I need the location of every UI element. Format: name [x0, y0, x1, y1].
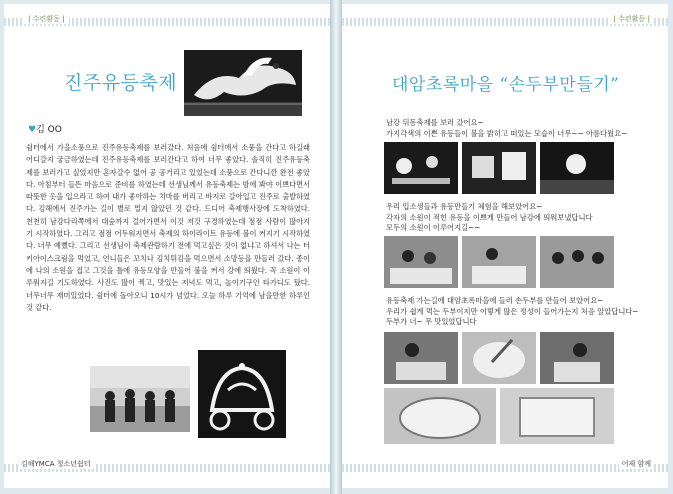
caption-lantern-festival: 남강 뒤동축제를 보러 갔어요~ 가지각색의 이쁜 유등들이 불을 밝히고 떠있는 모습이 너무~~ 아름다웠요~	[386, 118, 628, 138]
page-title: 진주유등축제	[64, 72, 178, 94]
carriage-lantern-photo	[198, 350, 286, 438]
tofu-photo-2	[462, 332, 536, 384]
right-page	[342, 4, 668, 488]
footer-label: 어제 함께	[619, 459, 654, 469]
lantern-photo-1	[384, 142, 458, 194]
caption-tofu-making: 유등축제 가는길에 대암초록마을에 들러 손두부를 만들어 보았어요~ 우리가 쉽게 먹는 두부이지만 이렇게 많은 정성이 들어가는지 처음 알았답니다~ 두부가 너~ 무 맛있었답니다	[386, 296, 639, 326]
section-tab: | 수련활동 |	[24, 14, 69, 24]
section-tab: | 수련활동 |	[609, 14, 654, 24]
lantern-making-photo-1	[384, 236, 458, 288]
lantern-photo-3	[540, 142, 614, 194]
heart-icon: ♥	[28, 125, 37, 135]
tofu-photo-1	[384, 332, 458, 384]
footer-label: 김해YMCA 청소년쉼터	[18, 459, 94, 469]
left-page	[4, 4, 330, 488]
caption-lantern-making: 우리 입소생들과 유등만들기 체험을 해보았어요~ 각자의 소원이 적힌 유등을 이쁘게 만들어 남강에 띄워보냈답니다 모두의 소원이 이루어지길~~	[386, 202, 593, 232]
page-gutter	[330, 0, 342, 494]
tofu-photo-4	[384, 388, 496, 444]
dragon-lantern-photo	[184, 50, 302, 116]
section-tab-label: 수련활동	[618, 15, 646, 23]
tofu-photo-5	[500, 388, 614, 444]
article-body: 쉼터에서 가을소풍으로 진주유등축제를 보러갔다. 처음에 쉼터에서 소풍을 간다고 하길래 어디갈지 궁금하였는데 진주유등축제를 보러간다고 하여 너무 좋았다. 솔직히 진주유등축제를 보러가고 싶었지만 혼자갈수 없어 공 공거리고 있었는데 소풍으로 간다니깐 완전 좋았다. 아침부터 들뜬 마음으로 준비를 하였는데 선생님께서 유등축제는 밤에 봐야 이쁘다면서 따뜻한 옷을 입으라고 하여 내가 좋아하는 치마를 버리고 바지로 갈아입고 진주로 출발하였다. 김해에서 진주가는 길이 별로 멀지 않았던 것 같다. 드디어 축제행사장에 도착하였다. 천천히 남강다리쪽에서 대숲까지 걸어가면서 이것 저것 구경하였는데 점점 사람이 많아지기 시작하였다. 그리고 점점 어두워지면서 축제의 하이라이트 유등에 불이 켜지기 시작하였다. 너무 예뻤다. 그리고 선생님이 축제관람하기 전에 먹고싶은 것이 없냐고 하셔서 나는 터키아이스크림을 먹었고, 언니들은 꼬치나 김치튀김을 먹으면서 소망등을 만들러 갔다. 종이에 나의 소원을 접고 그것을 틀에 유등모양을 만들어 불을 켜서 강에 띄웠다. 꼭 소원이 이루워지길 기도하였다. 사진도 많이 찍고, 맛있는 저녁도 먹고, 놀이기구인 타가디도 탔다. 너무너무 재미있었다. 쉼터에 돌아오니 10시가 넘었다. 오늘 하루 기억에 남을만한 하루인 것 같다.	[26, 143, 310, 312]
section-tab-label: 수련활동	[32, 15, 60, 23]
lantern-making-photo-3	[540, 236, 614, 288]
lantern-making-photo-2	[462, 236, 536, 288]
lantern-photo-2	[462, 142, 536, 194]
group-photo	[90, 366, 190, 432]
author-line	[28, 122, 62, 135]
page-title: 대암초록마을 “손두부만들기”	[392, 75, 620, 95]
author-name: 김 OO	[36, 125, 62, 135]
tofu-photo-3	[540, 332, 614, 384]
